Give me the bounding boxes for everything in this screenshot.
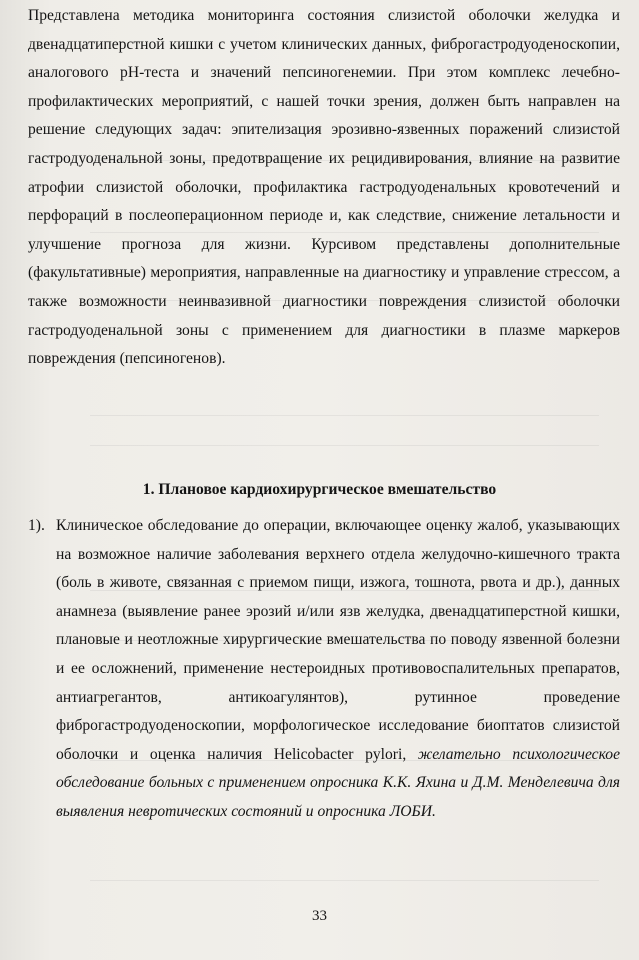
list-item-body	[56, 512, 620, 827]
list-item	[28, 512, 620, 827]
list-item-text: Клиническое обследование до операции, включающее оценку жалоб, указывающих на возможное наличие заболевания верхнего отдела желудочно-кишечного тракта (боль в животе, связанная с приемом пищи, изжога, тошнота, рвота и др.), данных анамнеза (выявление ранее эрозий и/или язв желудка, двенадцатиперстной кишки, плановые и неотложные хирургические вмешательства по поводу язвенной болезни и ее осложнений, применение нестероидных противовоспалительных препаратов, антиагрегантов, антикоагулянтов), рутинное проведение фиброгастродуоденоскопии, морфологическое исследование биоптатов слизистой оболочки и оценка наличия Helicobacter pylori,	[56, 517, 620, 763]
page-number: 33	[312, 908, 327, 924]
intro-paragraph: Представлена методика мониторинга состояния слизистой оболочки желудка и двенадцатиперстной кишки с учетом клинических данных, фиброгастродуоденоскопии, аналогового pH-теста и значений пепсиногенемии. При этом комплекс лечебно-профилактических мероприятий, с нашей точки зрения, должен быть направлен на решение следующих задач: эпителизация эрозивно-язвенных поражений слизистой гастродуоденальной зоны, предотвращение их рецидивирования, влияние на развитие атрофии слизистой оболочки, профилактика гастродуоденальных кровотечений и перфораций в послеоперационном периоде и, как следствие, снижение летальности и улучшение прогноза для жизни. Курсивом представлены дополнительные (факультативные) мероприятия, направленные на диагностику и управление стрессом, а также возможности неинвазивной диагностики повреждения слизистой оболочки гастродуоденальной зоны с применением для диагностики в плазме маркеров повреждения (пепсиногенов).	[28, 7, 620, 368]
section-heading: 1. Плановое кардиохирургическое вмешательство	[142, 481, 497, 498]
list-item-italic-text: желательно психологическое обследование больных с применением опросника К.К. Яхина и Д.М. Менделевича для выявления невротических состояний и опросника ЛОБИ.	[56, 745, 621, 820]
bleed-through-line	[90, 415, 599, 416]
bleed-through-line	[90, 445, 599, 446]
list-item-number: 1).	[28, 517, 45, 534]
bleed-through-line	[90, 880, 599, 881]
